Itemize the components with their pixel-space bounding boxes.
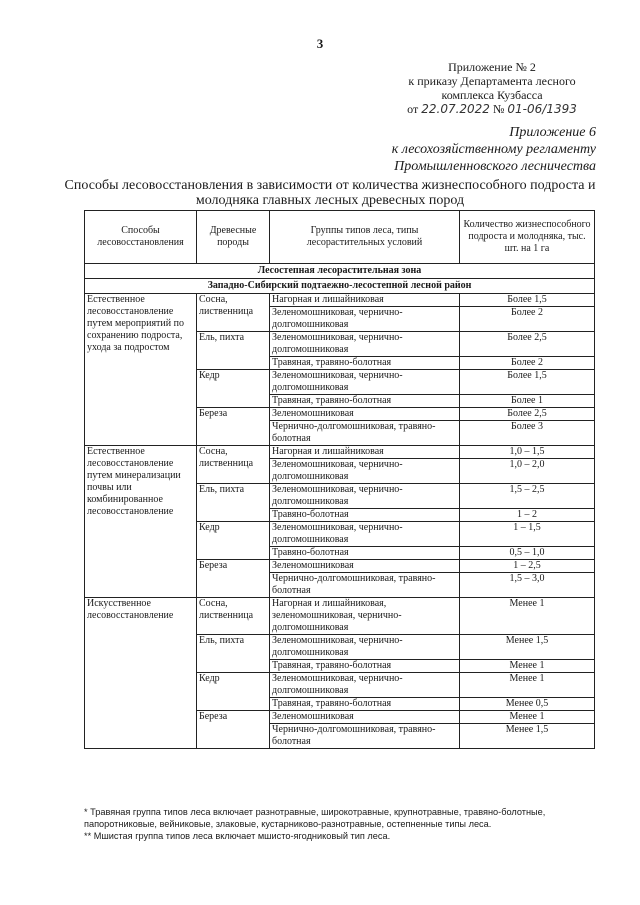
forest-type-cell: Зеленомошниковая, чернично-долгомошниковая [270, 522, 460, 547]
appendix-2-line3: комплекса Кузбасса [441, 88, 543, 102]
quantity-cell: Более 2 [460, 357, 595, 370]
forest-type-cell: Чернично-долгомошниковая, травяно-болотная [270, 724, 460, 749]
quantity-cell: 1,0 – 1,5 [460, 446, 595, 459]
forest-type-cell: Чернично-долгомошниковая, травяно-болотная [270, 421, 460, 446]
table-row [85, 598, 595, 635]
quantity-cell: Менее 1 [460, 673, 595, 698]
region-row [85, 279, 595, 294]
appendix-6-line1: Приложение 6 [509, 125, 596, 140]
forest-type-cell: Зеленомошниковая, чернично-долгомошниковая [270, 635, 460, 660]
quantity-cell: Более 1,5 [460, 294, 595, 307]
forest-type-cell: Зеленомошниковая, чернично-долгомошниковая [270, 370, 460, 395]
appendix-2-line1: Приложение № 2 [448, 60, 536, 74]
species-cell: Сосна, лиственница [197, 598, 270, 635]
method-cell: Искусственное лесовосстановление [85, 598, 197, 749]
reforestation-table [84, 210, 595, 749]
forest-type-cell: Нагорная и лишайниковая [270, 446, 460, 459]
forest-type-cell: Зеленомошниковая, чернично-долгомошниковая [270, 459, 460, 484]
order-from-label: от [407, 102, 419, 116]
appendix-2-line2: к приказу Департамента лесного [408, 74, 576, 88]
forest-type-cell: Травяно-болотная [270, 547, 460, 560]
quantity-cell: 1,5 – 2,5 [460, 484, 595, 509]
quantity-cell: Более 3 [460, 421, 595, 446]
species-cell: Сосна, лиственница [197, 446, 270, 484]
table-header-row [85, 211, 595, 264]
forest-type-cell: Зеленомошниковая, чернично-долгомошниковая [270, 307, 460, 332]
method-cell: Естественное лесовосстановление путем мероприятий по сохранению подроста, ухода за подростом [85, 294, 197, 446]
footnote-2: ** Мшистая группа типов леса включает мшисто-ягодниковый тип леса. [84, 831, 391, 841]
footnote-1: * Травяная группа типов леса включает разнотравные, широкотравные, крупнотравные, травяно-болотные, папоротниковые, вейниковые, злаковые, кустарниково-разнотравные, остепненные типы леса. [84, 807, 546, 829]
appendix-2-order-ref [392, 102, 592, 116]
forest-type-cell: Зеленомошниковая [270, 711, 460, 724]
appendix-6-header [392, 124, 596, 175]
quantity-cell: Более 2,5 [460, 408, 595, 421]
species-cell: Ель, пихта [197, 635, 270, 673]
species-cell: Береза [197, 711, 270, 749]
quantity-cell: Более 1 [460, 395, 595, 408]
quantity-cell: 1 – 1,5 [460, 522, 595, 547]
header-forest-types: Группы типов леса, типы лесорастительных условий [270, 211, 460, 264]
method-cell: Естественное лесовосстановление путем минерализации почвы или комбинированное лесовосстановление [85, 446, 197, 598]
forest-type-cell: Нагорная и лишайниковая [270, 294, 460, 307]
page-number: 3 [316, 36, 324, 51]
species-cell: Сосна, лиственница [197, 294, 270, 332]
appendix-6-line2: к лесохозяйственному регламенту [391, 142, 596, 157]
header-quantity: Количество жизнеспособного подроста и молодняка, тыс. шт. на 1 га [460, 211, 595, 264]
species-cell: Кедр [197, 522, 270, 560]
quantity-cell: 1,5 – 3,0 [460, 573, 595, 598]
quantity-cell: 1 – 2 [460, 509, 595, 522]
appendix-6-line3: Промышленновского лесничества [394, 159, 596, 174]
order-date: 22.07.2022 [421, 102, 490, 116]
forest-type-cell: Чернично-долгомошниковая, травяно-болотная [270, 573, 460, 598]
table-row [85, 294, 595, 307]
species-cell: Ель, пихта [197, 484, 270, 522]
quantity-cell: Менее 1 [460, 598, 595, 635]
species-cell: Кедр [197, 673, 270, 711]
forest-type-cell: Травяная, травяно-болотная [270, 698, 460, 711]
forest-type-cell: Зеленомошниковая [270, 408, 460, 421]
quantity-cell: Менее 1 [460, 711, 595, 724]
forest-type-cell: Зеленомошниковая, чернично-долгомошниковая [270, 332, 460, 357]
quantity-cell: Более 2,5 [460, 332, 595, 357]
forest-type-cell: Травяная, травяно-болотная [270, 357, 460, 370]
footnotes [84, 806, 604, 842]
quantity-cell: 0,5 – 1,0 [460, 547, 595, 560]
species-cell: Береза [197, 560, 270, 598]
quantity-cell: Менее 1,5 [460, 724, 595, 749]
quantity-cell: Менее 0,5 [460, 698, 595, 711]
quantity-cell: Более 2 [460, 307, 595, 332]
document-title: Способы лесовосстановления в зависимости от количества жизнеспособного подроста и молодняка главных лесных древесных пород [64, 178, 596, 208]
species-cell: Кедр [197, 370, 270, 408]
order-number-sign: № [492, 102, 505, 116]
species-cell: Береза [197, 408, 270, 446]
forest-type-cell: Зеленомошниковая [270, 560, 460, 573]
quantity-cell: Более 1,5 [460, 370, 595, 395]
header-species: Древесные породы [197, 211, 270, 264]
forest-type-cell: Травяная, травяно-болотная [270, 395, 460, 408]
forest-type-cell: Нагорная и лишайниковая, зеленомошниковая, чернично-долгомошниковая [270, 598, 460, 635]
quantity-cell: Менее 1 [460, 660, 595, 673]
forest-type-cell: Травяно-болотная [270, 509, 460, 522]
quantity-cell: Менее 1,5 [460, 635, 595, 660]
species-cell: Ель, пихта [197, 332, 270, 370]
forest-type-cell: Зеленомошниковая, чернично-долгомошниковая [270, 673, 460, 698]
region-label: Западно-Сибирский подтаежно-лесостепной лесной район [85, 279, 595, 294]
table-row [85, 446, 595, 459]
quantity-cell: 1 – 2,5 [460, 560, 595, 573]
forest-type-cell: Зеленомошниковая, чернично-долгомошниковая [270, 484, 460, 509]
order-number: 01-06/1393 [507, 102, 577, 116]
appendix-2-header [392, 60, 592, 116]
forest-type-cell: Травяная, травяно-болотная [270, 660, 460, 673]
header-method: Способы лесовосстановления [85, 211, 197, 264]
zone-row [85, 264, 595, 279]
quantity-cell: 1,0 – 2,0 [460, 459, 595, 484]
zone-label: Лесостепная лесорастительная зона [85, 264, 595, 279]
